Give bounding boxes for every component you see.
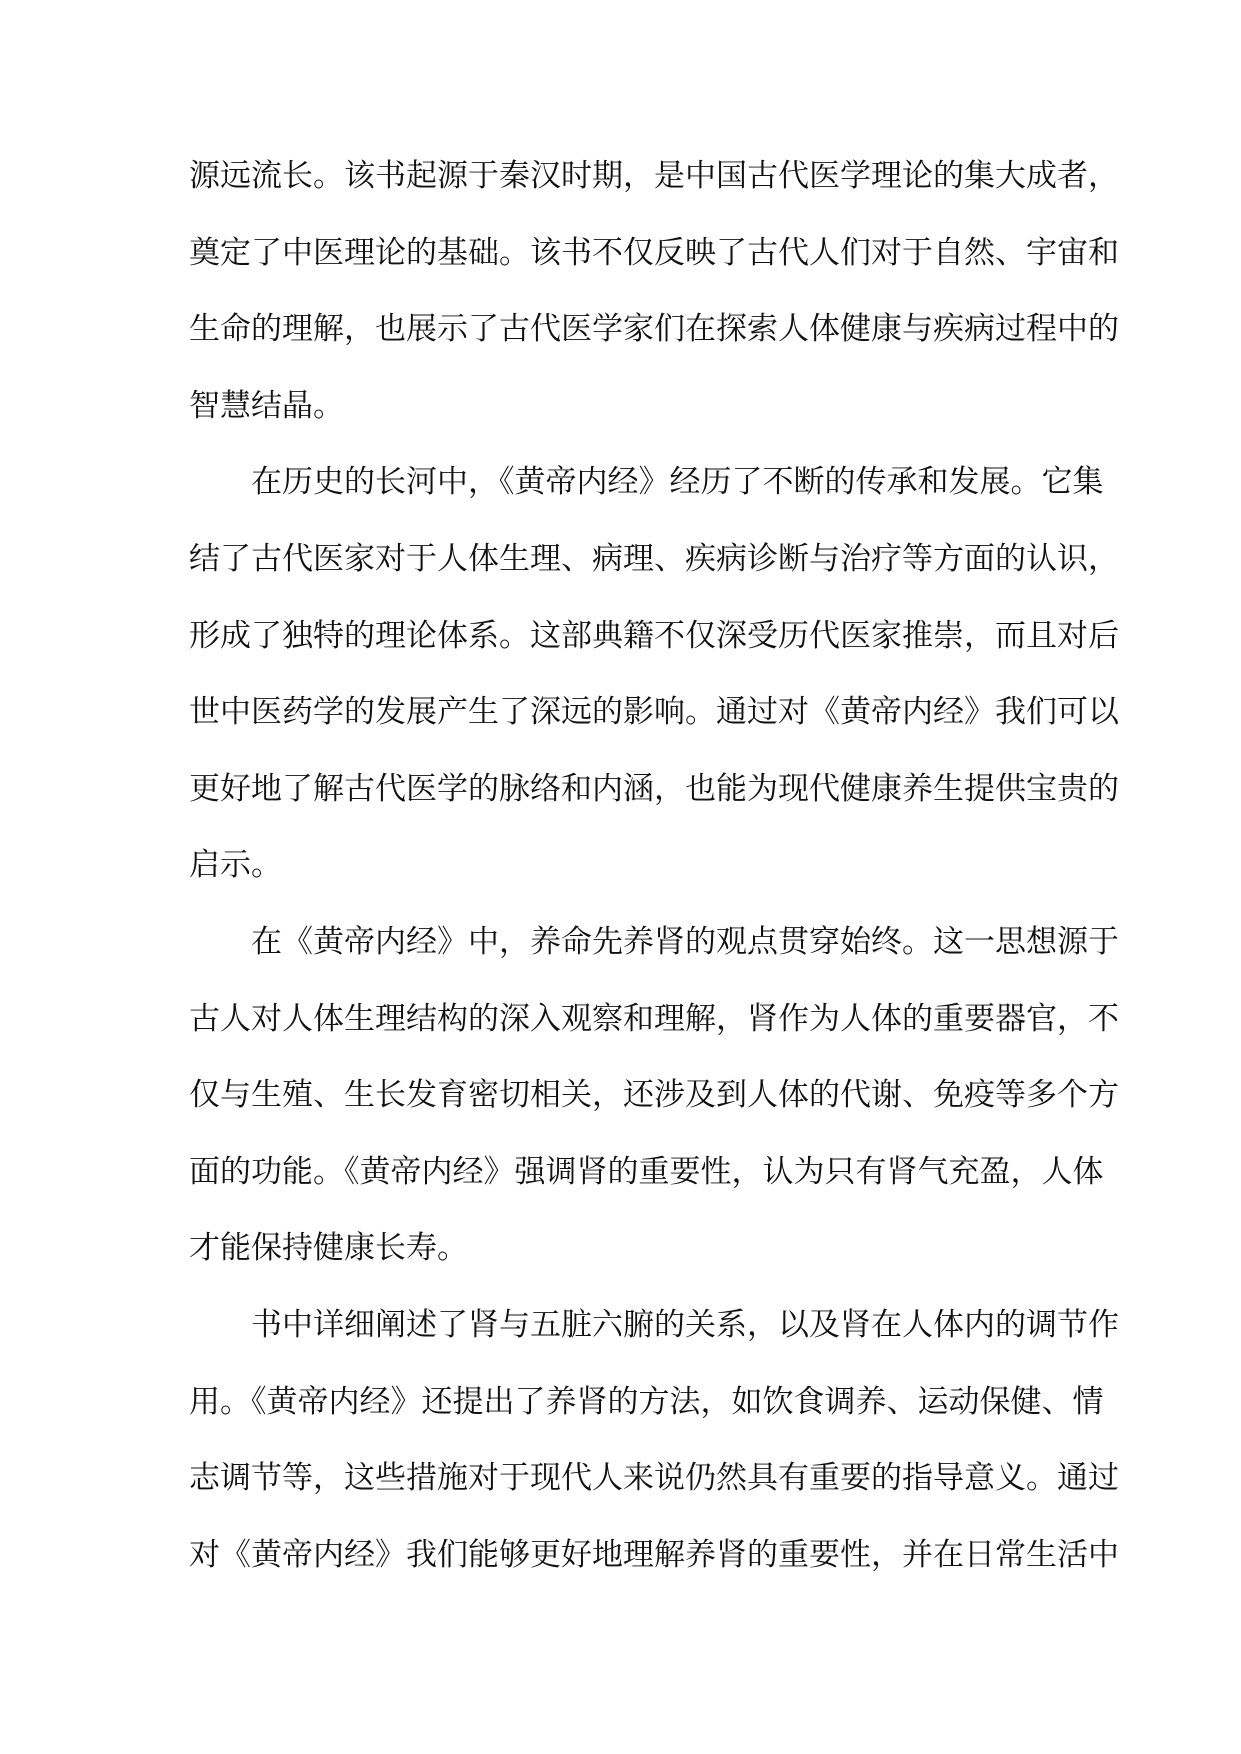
text-line: 志调节等，这些措施对于现代人来说仍然具有重要的指导意义。通过 — [189, 1460, 1119, 1497]
text-line: 生命的理解，也展示了古代医学家们在探索人体健康与疾病过程中的 — [189, 311, 1119, 348]
text-line: 在《黄帝内经》中，养命先养肾的观点贯穿始终。这一思想源于 — [251, 923, 1119, 960]
text-line: 更好地了解古代医学的脉络和内涵，也能为现代健康养生提供宝贵的 — [189, 770, 1119, 807]
body-text — [189, 138, 1119, 1593]
text-line: 才能保持健康长寿。 — [189, 1230, 468, 1267]
text-line: 智慧结晶。 — [189, 387, 344, 424]
text-line: 面的功能。《黄帝内经》强调肾的重要性，认为只有肾气充盈，人体 — [189, 1153, 1104, 1190]
text-line: 用。《黄帝内经》还提出了养肾的方法，如饮食调养、运动保健、情 — [189, 1383, 1104, 1420]
text-line: 世中医药学的发展产生了深远的影响。通过对《黄帝内经》我们可以 — [189, 694, 1119, 731]
text-line: 源远流长。该书起源于秦汉时期，是中国古代医学理论的集大成者， — [189, 158, 1119, 194]
text-line: 结了古代医家对于人体生理、病理、疾病诊断与治疗等方面的认识， — [189, 540, 1119, 577]
text-line: 古人对人体生理结构的深入观察和理解，肾作为人体的重要器官，不 — [189, 1000, 1119, 1037]
text-line: 仅与生殖、生长发育密切相关，还涉及到人体的代谢、免疫等多个方 — [189, 1077, 1119, 1114]
text-line: 在历史的长河中，《黄帝内经》经历了不断的传承和发展。它集 — [251, 464, 1104, 501]
text-line: 启示。 — [189, 847, 282, 884]
text-line: 对《黄帝内经》我们能够更好地理解养肾的重要性，并在日常生活中 — [189, 1536, 1119, 1573]
text-line: 奠定了中医理论的基础。该书不仅反映了古代人们对于自然、宇宙和 — [189, 234, 1119, 271]
text-line: 书中详细阐述了肾与五脏六腑的关系，以及肾在人体内的调节作 — [251, 1306, 1119, 1343]
text-line: 形成了独特的理论体系。这部典籍不仅深受历代医家推崇，而且对后 — [189, 617, 1119, 654]
